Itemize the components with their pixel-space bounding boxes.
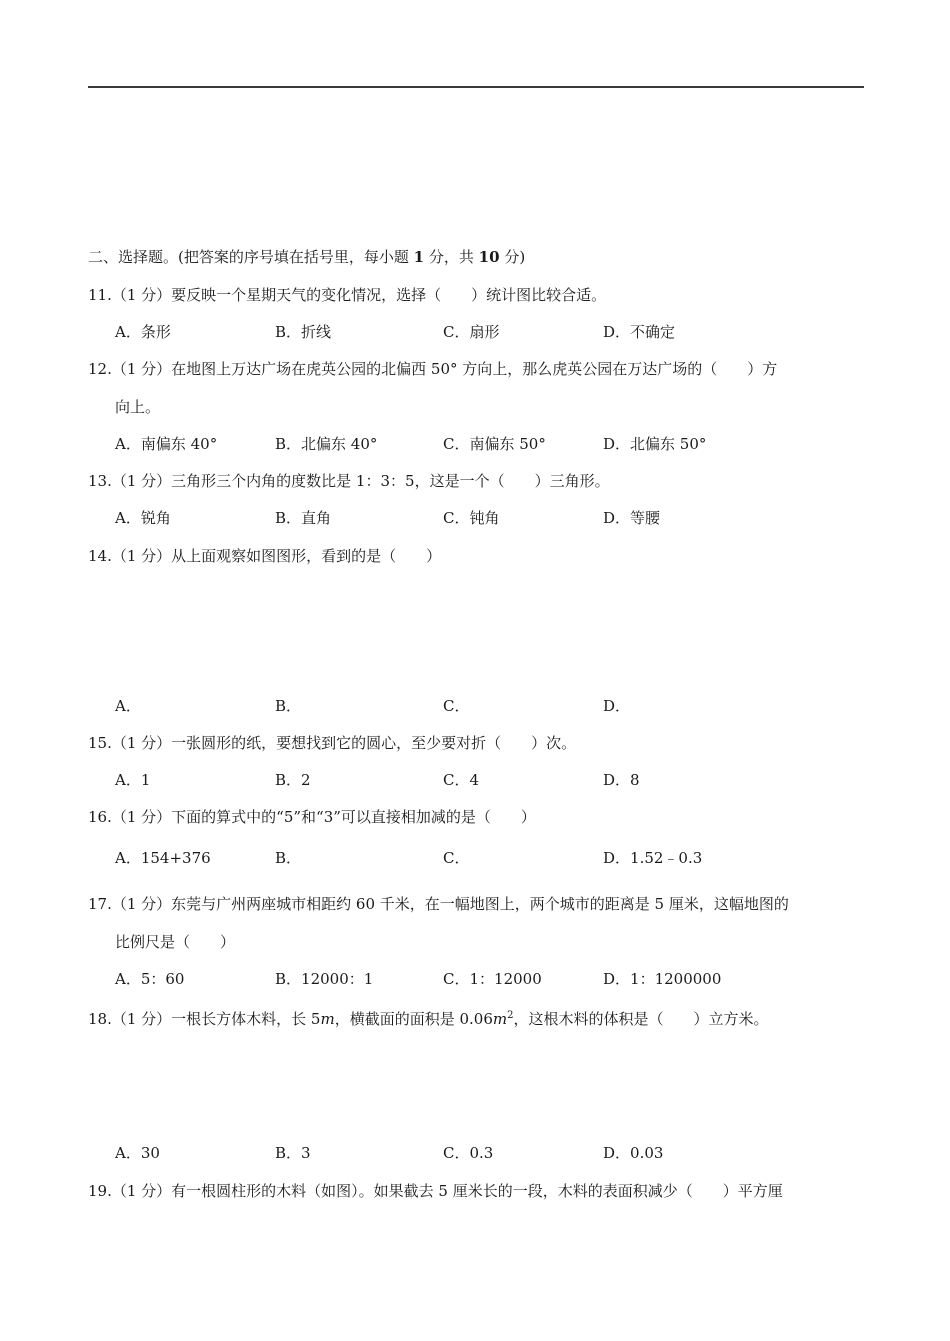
q11-option-a: A．条形	[115, 323, 171, 341]
question-16: 16.（1 分）下面的算式中的“5”和“3”可以直接相加减的是（ ）	[88, 808, 536, 826]
q14-option-b: B．	[275, 697, 302, 715]
q16-option-a: A．154+376	[115, 849, 211, 867]
q15-option-a: A．1	[115, 771, 151, 789]
question-12: 12.（1 分）在地图上万达广场在虎英公园的北偏西 50° 方向上，那么虎英公园在万达广场的（ ）方	[88, 360, 778, 378]
q16-option-b: B．	[275, 849, 302, 867]
question-13: 13.（1 分）三角形三个内角的度数比是 1：3：5，这是一个（ ）三角形。	[88, 472, 610, 490]
question-19: 19.（1 分）有一根圆柱形的木料（如图）。如果截去 5 厘米长的一段，木料的表面积减少（ ）平方厘	[88, 1182, 783, 1200]
question-17: 17.（1 分）东莞与广州两座城市相距约 60 千米，在一幅地图上，两个城市的距离是 5 厘米，这幅地图的	[88, 895, 789, 913]
q17-option-a: A．5：60	[115, 970, 185, 988]
q15-option-b: B．2	[275, 771, 311, 789]
q13-option-b: B．直角	[275, 509, 332, 527]
q17-option-b: B．12000：1	[275, 970, 374, 988]
q18-option-b: B．3	[275, 1144, 311, 1162]
q14-option-d: D．	[603, 697, 631, 715]
question-12-line-2: 向上。	[115, 398, 161, 416]
q11-option-d: D．不确定	[603, 323, 676, 341]
q14-option-a: A．	[115, 697, 141, 715]
q16-option-c: C．	[443, 849, 470, 867]
q11-option-c: C．扇形	[443, 323, 500, 341]
question-15: 15.（1 分）一张圆形的纸，要想找到它的圆心，至少要对折（ ）次。	[88, 734, 577, 752]
q17-option-d: D．1：1200000	[603, 970, 722, 988]
q16-option-d: D．1.52﹣0.3	[603, 849, 703, 867]
q12-option-a: A．南偏东 40°	[115, 435, 218, 453]
q12-option-d: D．北偏东 50°	[603, 435, 707, 453]
q12-option-c: C．南偏东 50°	[443, 435, 546, 453]
header-rule	[88, 86, 864, 88]
q13-option-d: D．等腰	[603, 509, 661, 527]
q18-option-d: D．0.03	[603, 1144, 664, 1162]
q17-option-c: C．1：12000	[443, 970, 542, 988]
question-18: 18.（1 分）一根长方体木料，长 5m，横截面的面积是 $0.06m^2$，这根木料的体积是（ ）立方米。	[88, 1010, 769, 1028]
q18-option-c: C．0.3	[443, 1144, 494, 1162]
q18-option-a: A．30	[115, 1144, 160, 1162]
q14-option-c: C．	[443, 697, 470, 715]
q11-option-b: B．折线	[275, 323, 332, 341]
question-17-line-2: 比例尺是（ ）	[115, 933, 236, 951]
q12-option-b: B．北偏东 40°	[275, 435, 378, 453]
section-heading: 二、选择题。(把答案的序号填在括号里，每小题 1 分，共 10 分)	[88, 248, 526, 266]
q13-option-c: C．钝角	[443, 509, 500, 527]
q13-option-a: A．锐角	[115, 509, 171, 527]
question-14: 14.（1 分）从上面观察如图图形，看到的是（ ）	[88, 547, 442, 565]
q15-option-c: C．4	[443, 771, 480, 789]
question-11: 11.（1 分）要反映一个星期天气的变化情况，选择（ ）统计图比较合适。	[88, 286, 607, 304]
q15-option-d: D．8	[603, 771, 640, 789]
